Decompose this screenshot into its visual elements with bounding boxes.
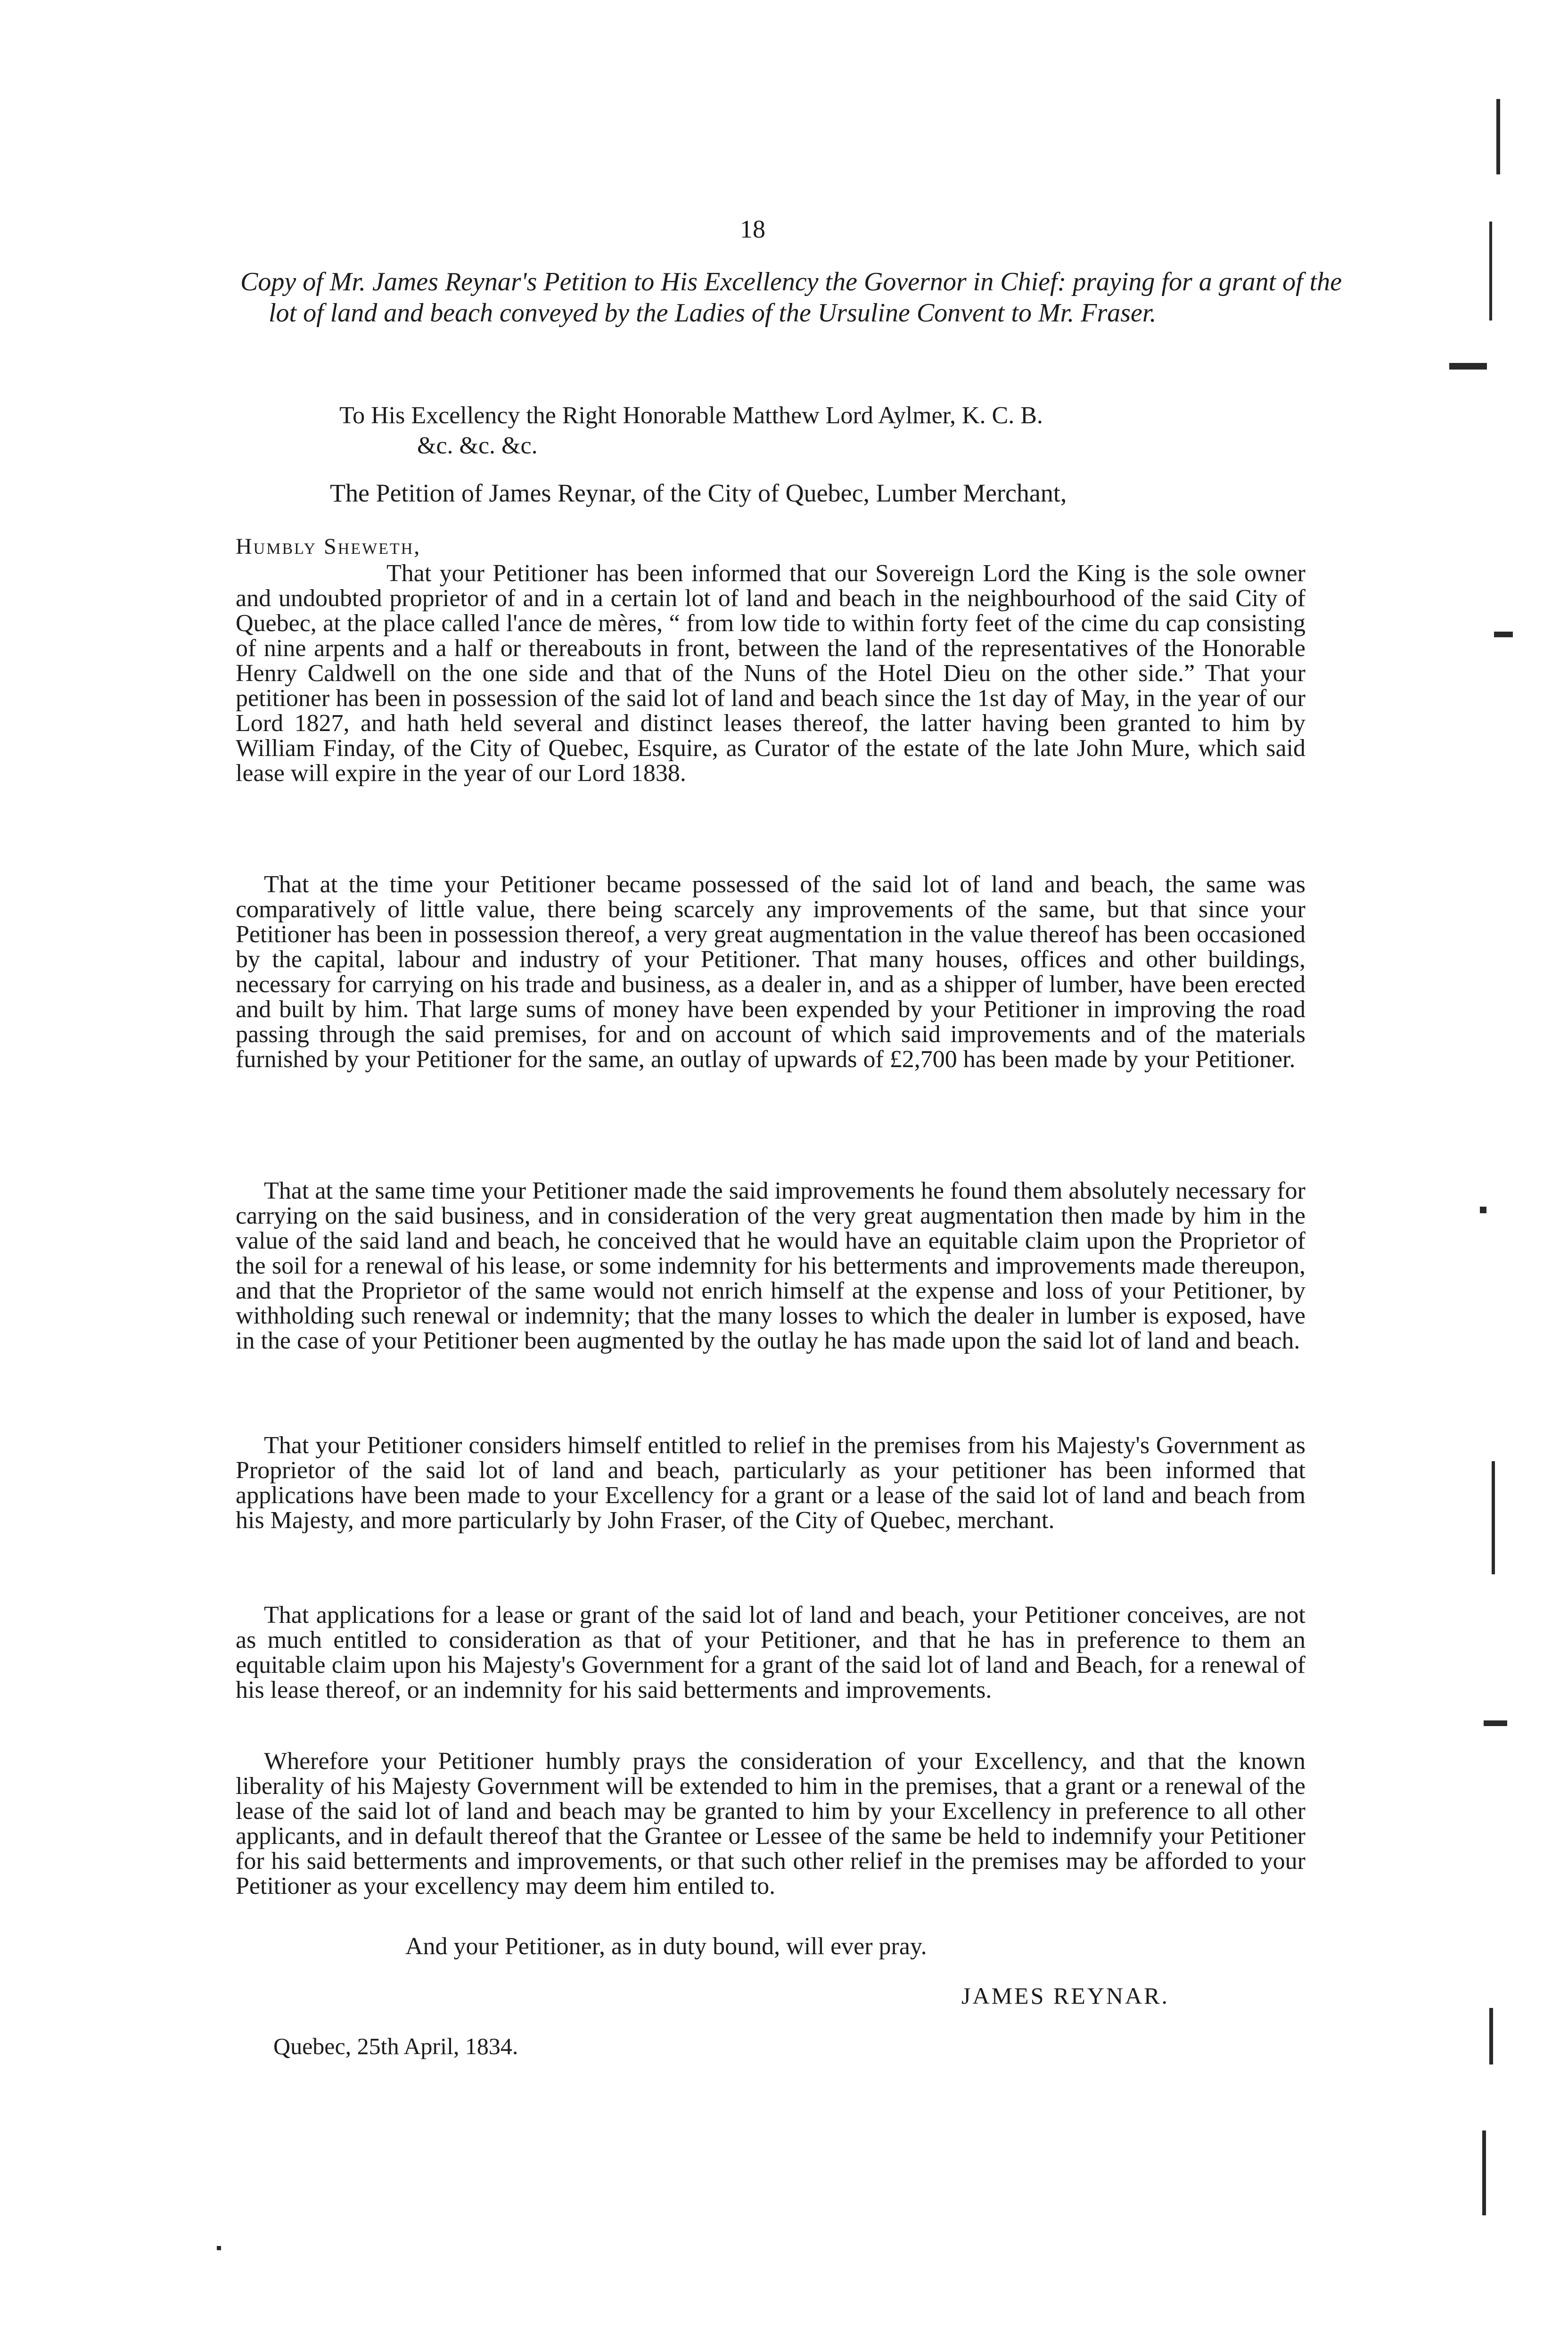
dateline: Quebec, 25th April, 1834. xyxy=(273,2033,518,2059)
paragraph: Wherefore your Petitioner humbly prays the consideration of your Excellency, and that the known liberality of his Majesty Government will be extended to him in the premises, that a grant or a renewal of the lease of the said lot of land and beach may be granted to him by your Excellency in preference to all other applicants, and in default thereof that the Grantee or Lessee of the same be held to indemnify your Petitioner for his said betterments and improvements, or that such other relief in the premises may be afforded to your Petitioner as your excellency may deem him entiled to. xyxy=(236,1748,1305,1900)
margin-mark xyxy=(1482,2130,1486,2215)
paragraph: That at the time your Petitioner became possessed of the said lot of land and beach, the same was comparatively of little value, there being scarcely any improvements of the same, but that since your Petitioner has been in possession thereof, a very great augmentation in the value thereof has been occasioned by the capital, labour and industry of your Petitioner. That many houses, offices and other buildings, necessary for carrying on his trade and business, as a dealer in, and as a shipper of lumber, have been erected and built by him. That large sums of money have been expended by your Petitioner in improving the road passing through the said premises, for and on account of which said improvements and of the materials furnished by your Petitioner for the same, an outlay of upwards of £2,700 has been made by your Petitioner. xyxy=(236,871,1305,1073)
margin-mark xyxy=(1489,2008,1493,2065)
address-line: To His Excellency the Right Honorable Matthew Lord Aylmer, K. C. B. xyxy=(339,402,1043,429)
address-block xyxy=(339,401,1329,461)
margin-mark xyxy=(217,2246,221,2250)
closing-line: And your Petitioner, as in duty bound, will ever pray. xyxy=(405,1933,927,1960)
salutation: Humbly Sheweth, xyxy=(236,534,421,559)
paragraph: That your Petitioner considers himself entitled to relief in the premises from his Majesty's Government as Proprietor of the said lot of land and beach, particularly as your petitioner has been informed that applications have been made to your Excellency for a grant or a lease of the said lot of land and beach from his Majesty, and more particularly by John Fraser, of the City of Quebec, merchant. xyxy=(236,1432,1305,1534)
paragraph: That applications for a lease or grant of the said lot of land and beach, your Petitioner conceives, are not as much entitled to consideration as that of your Petitioner, and that he has in preference to them an equitable claim upon his Majesty's Government for a grant of the said lot of land and Beach, for a renewal of his lease thereof, or an indemnity for his said betterments and improvements. xyxy=(236,1602,1305,1703)
margin-mark xyxy=(1484,1720,1507,1726)
paragraph: That at the same time your Petitioner made the said improvements he found them absolutely necessary for carrying on the said business, and in consideration of the very great augmentation then made by him in the value of the said land and beach, he conceived that he would have an equitable claim upon the Proprietor of the soil for a renewal of his lease, or some indemnity for his betterments and improvements made thereupon, and that the Proprietor of the same would not enrich himself at the expense and loss of your Petitioner, by withholding such renewal or indemnity; that the many losses to which the dealer in lumber is exposed, have in the case of your Petitioner been augmented by the outlay he has made upon the said lot of land and beach. xyxy=(236,1177,1305,1354)
document-caption: Copy of Mr. James Reynar's Petition to His Excellency the Governor in Chief: praying for a grant of the lot of land and beach conveyed by the Ladies of the Ursuline Convent to Mr. Fraser. xyxy=(240,267,1342,328)
margin-mark xyxy=(1496,99,1500,174)
margin-mark xyxy=(1449,363,1487,370)
signature: JAMES REYNAR. xyxy=(961,1982,1169,2009)
petition-title: The Petition of James Reynar, of the City of Quebec, Lumber Merchant, xyxy=(330,479,1067,507)
address-etc: &c. &c. &c. xyxy=(417,432,538,459)
paragraph: That your Petitioner has been informed that our Sovereign Lord the King is the sole owner and undoubted proprietor of and in a certain lot of land and beach in the neighbourhood of the said City of Quebec, at the place called l'ance de mères, “ from low tide to within forty feet of the cime du cap consisting of nine arpents and a half or thereabouts in front, between the land of the representatives of the Honorable Henry Caldwell on the one side and that of the Nuns of the Hotel Dieu on the other side.” That your petitioner has been in possession of the said lot of land and beach since the 1st day of May, in the year of our Lord 1827, and hath held several and distinct leases thereof, the latter having been granted to him by William Finday, of the City of Quebec, Esquire, as Curator of the estate of the late John Mure, which said lease will expire in the year of our Lord 1838. xyxy=(236,560,1305,787)
margin-mark xyxy=(1492,1461,1495,1574)
margin-mark xyxy=(1489,222,1492,321)
page-number: 18 xyxy=(740,215,765,243)
margin-mark xyxy=(1494,632,1513,637)
margin-mark xyxy=(1480,1207,1486,1213)
